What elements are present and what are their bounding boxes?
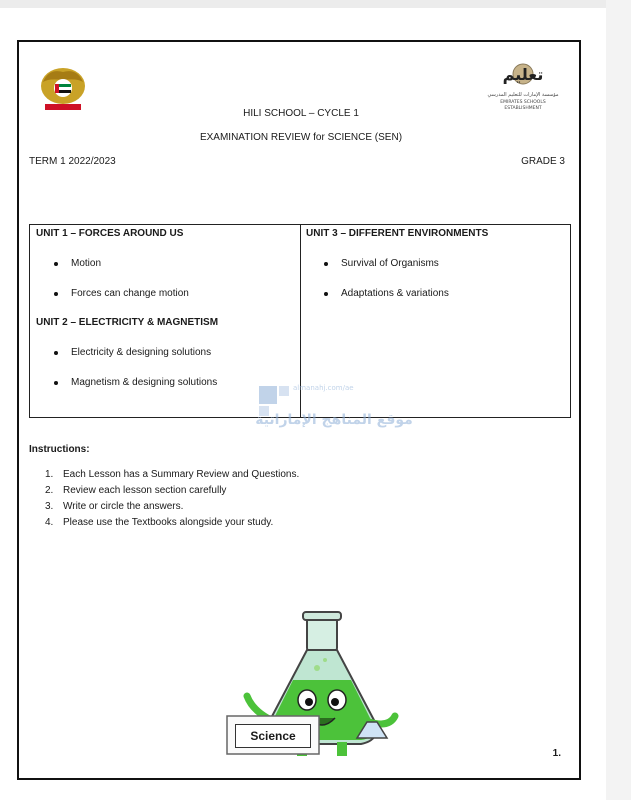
unit2-item bbox=[54, 347, 211, 358]
bullet-icon bbox=[54, 381, 58, 385]
bullet-icon bbox=[54, 351, 58, 355]
viewer-gutter bbox=[606, 0, 631, 800]
review-title: EXAMINATION REVIEW for SCIENCE (SEN) bbox=[199, 132, 403, 143]
almanahj-watermark bbox=[255, 380, 413, 444]
instructions-title: Instructions: bbox=[29, 444, 90, 455]
instruction-item: 3. Write or circle the answers. bbox=[45, 501, 184, 512]
svg-text:تعليم: تعليم bbox=[502, 65, 544, 84]
unit3-item-label: Adaptations & variations bbox=[341, 288, 449, 299]
bullet-icon bbox=[324, 292, 328, 296]
unit3-title: UNIT 3 – DIFFERENT ENVIRONMENTS bbox=[306, 228, 489, 239]
bullet-icon bbox=[54, 292, 58, 296]
svg-text:almanahj.com/ae: almanahj.com/ae bbox=[293, 384, 354, 392]
term-label: TERM 1 2022/2023 bbox=[29, 156, 116, 167]
svg-text:مؤسسة الإمارات للتعليم المدرسي: مؤسسة الإمارات للتعليم المدرسي bbox=[487, 92, 559, 98]
school-name: HILI SCHOOL – CYCLE 1 bbox=[243, 108, 359, 119]
unit2-title: UNIT 2 – ELECTRICITY & MAGNETISM bbox=[36, 317, 219, 328]
bullet-icon bbox=[54, 262, 58, 266]
unit3-item bbox=[324, 258, 439, 269]
svg-text:ESTABLISHMENT: ESTABLISHMENT bbox=[504, 106, 542, 111]
unit3-item-label: Survival of Organisms bbox=[341, 258, 439, 269]
instruction-item: 2. Review each lesson section carefully bbox=[45, 485, 227, 496]
science-sign-label: Science bbox=[235, 724, 311, 748]
unit3-item bbox=[324, 288, 449, 299]
unit1-item bbox=[54, 258, 101, 269]
page-number: 1. bbox=[552, 748, 561, 759]
bullet-icon bbox=[324, 262, 328, 266]
unit1-item-label: Forces can change motion bbox=[71, 288, 189, 299]
grade-label: GRADE 3 bbox=[521, 156, 565, 167]
svg-text:EMIRATES SCHOOLS: EMIRATES SCHOOLS bbox=[500, 100, 546, 105]
uae-emblem-logo bbox=[35, 64, 91, 114]
instruction-item: 4. Please use the Textbooks alongside your study. bbox=[45, 517, 274, 528]
svg-text:موقع المناهج الإماراتية: موقع المناهج الإماراتية bbox=[255, 412, 413, 428]
unit1-title: UNIT 1 – FORCES AROUND US bbox=[36, 228, 184, 239]
instructions-list bbox=[45, 467, 299, 531]
document-page bbox=[0, 8, 606, 800]
unit2-item-label: Electricity & designing solutions bbox=[71, 347, 212, 358]
unit1-item bbox=[54, 288, 189, 299]
unit2-item-label: Magnetism & designing solutions bbox=[71, 377, 218, 388]
instruction-item: 1. Each Lesson has a Summary Review and Questions. bbox=[45, 469, 300, 480]
unit1-item-label: Motion bbox=[71, 258, 102, 269]
page-border bbox=[17, 40, 581, 780]
science-flask-illustration bbox=[209, 612, 429, 762]
unit2-item bbox=[54, 377, 217, 388]
